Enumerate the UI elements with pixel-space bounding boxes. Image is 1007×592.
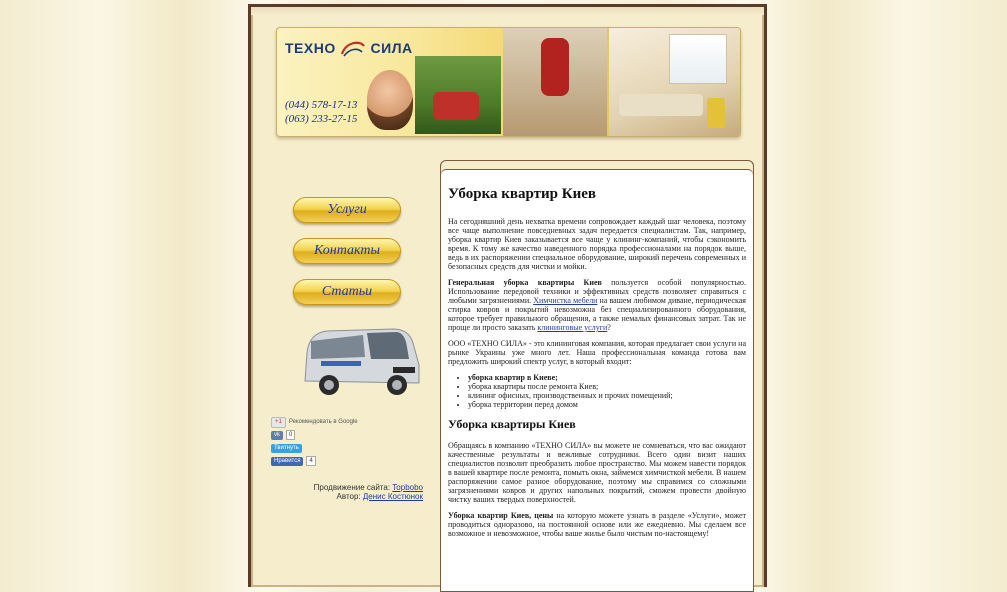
paragraph-company: ООО «ТЕХНО СИЛА» - это клининговая компания, которая предлагает свои услуги на рынке Украины уже много лет. Наша профессиональная команда готова вам предложить широкий спектр услуг, в который входит: [448, 339, 746, 366]
link-furniture-cleaning[interactable]: Химчистка мебели [533, 296, 598, 305]
paragraph-text: на вашем любимом диване, периодическая стирка ковров и покрытий невозможна без специализированного оборудования, которое требует правильного обращения, а также немалых финансовых затрат. Так не проще ли просто заказать [448, 296, 746, 332]
section-subtitle: Уборка квартиры Киев [448, 417, 576, 431]
promo-prefix: Продвижение сайта: [313, 483, 391, 492]
page-frame [248, 4, 767, 587]
cleaning-worker-photo [503, 28, 607, 136]
paragraph-general-cleaning [448, 278, 746, 332]
list-item: • клининг офисных, производственных и прочих помещений; [468, 391, 746, 400]
gplus-text: Рекомендовать в Google [288, 419, 358, 425]
paragraph-quality: Обращаясь в компанию «ТЕХНО СИЛА» вы можете не сомневаться, что вас ожидают качественные результаты и вежливые сотрудники. Всего один визит наших специалистов позволит преобразить любое пространство. Мы можем навести порядок в вашей квартире после ремонта, помыть окна, займемся химчисткой мебели. В нашем распоряжении самое разное оборудование, поэтому мы справимся со сложными загрязнениями ковров и других напольных покрытий, сможем провести двойную чистку ваших твердых поверхностей. [448, 441, 746, 504]
paragraph-intro: На сегодняшний день нехватка времени сопровождает каждый шаг человека, поэтому все чаще выполнение повседневных задач передается специалистам. Так, например, уборка квартир Киев заказывается все чаще у клининг-компаний, чтобы сэкономить время. К тому же качество наведенного порядка профессионалами на порядок выше, ведь в их распоряжении специальное оборудование, широкий перечень современных и безопасных средств для чистки и мойки. [448, 217, 746, 271]
nav-contacts-button[interactable]: Контакты [293, 238, 401, 264]
nav-articles-button[interactable]: Статьи [293, 279, 401, 305]
header-banner[interactable] [276, 27, 741, 137]
paragraph-prices [448, 511, 746, 538]
list-item: • уборка квартиры после ремонта Киев; [468, 382, 746, 391]
list-item: • уборка территории перед домом [468, 400, 746, 409]
gplus-button[interactable]: +1 [271, 417, 286, 428]
page-title: Уборка квартир Киев [448, 186, 597, 202]
promo-link[interactable]: Topbobo [392, 483, 423, 492]
author-link[interactable]: Денис Костюнок [362, 492, 423, 501]
general-cleaning-bold: Генеральная уборка квартиры Киев [448, 278, 602, 287]
nav-services-button[interactable]: Услуги [293, 197, 401, 223]
main-content [440, 160, 754, 592]
company-van-image [297, 323, 423, 403]
paragraph-text: пользуется особой популярностью. Использование передовой техники и эффективных средств позволяет справиться с любыми загрязнениями. [448, 278, 746, 305]
frame-top-border [251, 7, 764, 15]
logo[interactable] [285, 40, 413, 58]
vk-share-button[interactable]: vk [271, 431, 283, 440]
paragraph-text: на которую можете узнать в разделе «Услуги», может проводиться одноразово, на постоянной основе или же ежедневно. Мы сделаем все возможное и невозможное, чтобы ваше жилье было чистым по-настоящему! [448, 511, 746, 538]
phone-numbers [285, 98, 357, 126]
phone-2: (063) 233-27-15 [285, 113, 358, 125]
phone-1: (044) 578-17-13 [285, 99, 358, 111]
services-list [448, 373, 746, 409]
logo-text-left: ТЕХНО [285, 40, 336, 56]
prices-bold: Уборка квартир Киев, цены [448, 511, 554, 520]
credits [273, 483, 423, 501]
fb-like-button[interactable]: Нравится [271, 457, 303, 466]
fb-like-count: 4 [306, 456, 315, 466]
twitter-button[interactable]: Твитнуть [271, 444, 302, 453]
social-buttons [271, 417, 358, 469]
logo-text-right: СИЛА [370, 40, 413, 56]
logo-swoosh-icon [340, 40, 366, 58]
author-prefix: Автор: [336, 492, 361, 501]
clean-room-photo [609, 28, 740, 136]
lawn-mower-photo [415, 56, 501, 134]
operator-photo [367, 70, 413, 130]
sidebar [271, 197, 421, 320]
paragraph-text: ? [607, 323, 611, 332]
link-cleaning-services[interactable]: клининговые услуги [537, 323, 608, 332]
list-item: • уборка квартир в Киеве; [468, 373, 746, 382]
vk-count: 0 [286, 430, 295, 440]
